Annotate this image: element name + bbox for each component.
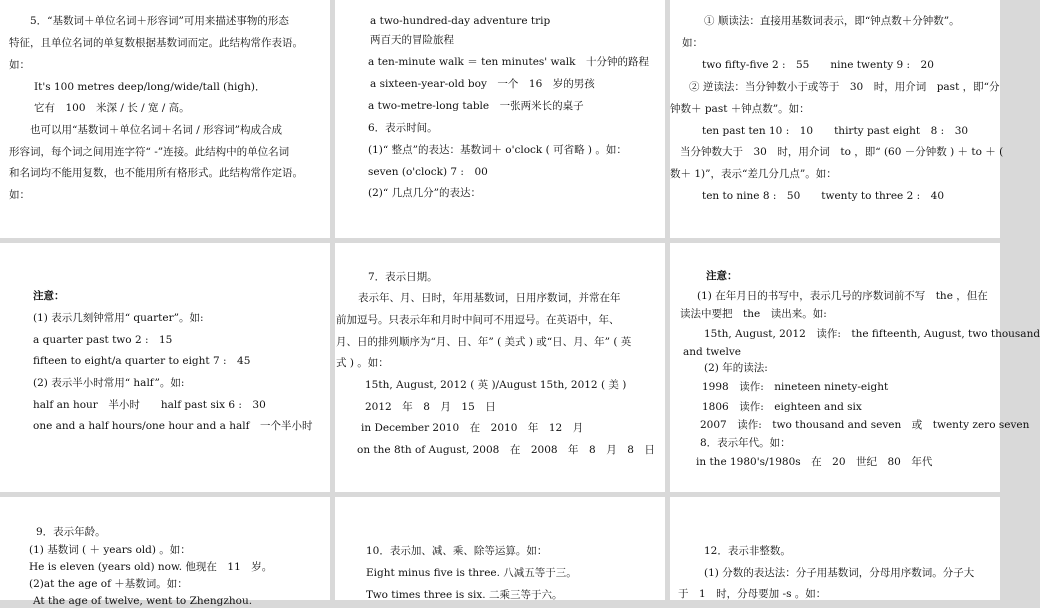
- text-line: 1806 读作: eighteen and six: [702, 401, 862, 413]
- text-line: (2) 表示半小时常用“ half”。如:: [33, 377, 185, 389]
- text-line: 2007 读作: two thousand and seven 或 twenty zero seven: [700, 419, 1030, 431]
- text-line: 6．表示时间。: [368, 122, 438, 134]
- text-line: and twelve: [683, 346, 742, 358]
- text-line: a two-hundred-day adventure trip: [370, 15, 551, 27]
- note-heading: 注意：: [706, 270, 738, 282]
- text-line: ① 顺读法：直接用基数词表示，即“钟点数＋分钟数”。: [704, 15, 960, 27]
- text-line: (2) 年的读法:: [704, 362, 768, 374]
- text-line: 式 ) 。如：: [336, 357, 389, 369]
- text-line: 12．表示非整数。: [704, 545, 791, 557]
- text-line: a ten-minute walk ＝ ten minutes' walk 十分钟的路程: [368, 56, 649, 68]
- text-line: At the age of twelve, went to Zhengzhou.: [33, 595, 253, 607]
- text-line: (2)at the age of ＋基数词。如：: [29, 578, 188, 590]
- text-line: 10．表示加、减、乘、除等运算。如：: [366, 545, 548, 557]
- text-line: 7．表示日期。: [368, 271, 438, 283]
- page-panel-2: [335, 0, 665, 238]
- text-line: 8．表示年代。如：: [700, 437, 791, 449]
- page-panel-4: [0, 243, 330, 492]
- text-line: 前加逗号。只表示年和月时中间可不用逗号。在英语中，年、: [336, 314, 620, 326]
- text-line: 2012 年 8 月 15 日: [365, 401, 496, 413]
- text-line: 也可以用“基数词＋单位名词＋名词 / 形容词”构成合成: [30, 124, 282, 136]
- text-line: 15th, August, 2012 ( 英 )/August 15th, 2012 ( 美 ): [365, 379, 627, 391]
- text-line: 15th, August, 2012 读作: the fifteenth, August, two thousand: [704, 328, 1040, 340]
- text-line: 钟数＋ past ＋钟点数”。如：: [670, 103, 810, 115]
- text-line: 形容词，每个词之间用连字符“ -”连接。此结构中的单位名词: [9, 146, 290, 158]
- text-line: (1) 在年月日的书写中，表示几号的序数词前不写 the ，但在: [697, 290, 988, 302]
- page-panel-5: [335, 243, 665, 492]
- text-line: (1) 分数的表达法：分子用基数词，分母用序数词。分子大: [704, 567, 975, 579]
- text-line: 它有 100 米深 / 长 / 宽 / 高。: [34, 102, 190, 114]
- text-line: seven (o'clock) 7 : 00: [368, 166, 488, 178]
- text-line: 9．表示年龄。: [36, 526, 106, 538]
- text-line: 和名词均不能用复数，也不能用所有格形式。此结构常作定语。: [9, 167, 303, 179]
- text-line: ten to nine 8 : 50 twenty to three 2 : 40: [702, 190, 944, 202]
- text-line: fifteen to eight/a quarter to eight 7 : 45: [33, 355, 251, 367]
- text-line: half an hour 半小时 half past six 6 : 30: [33, 399, 266, 411]
- page-panel-8: [335, 497, 665, 600]
- text-line: Eight minus five is three. 八减五等于三。: [366, 567, 577, 579]
- text-line: 月、日的排列顺序为“月、日、年” ( 美式 ) 或“日、月、年” ( 英: [336, 336, 632, 348]
- page-panel-9: [670, 497, 1000, 600]
- text-line: Two times three is six. 二乘三等于六。: [366, 589, 563, 601]
- text-line: 5．“基数词＋单位名词＋形容词”可用来描述事物的形态: [30, 15, 289, 27]
- text-line: 当分钟数大于 30 时，用介词 to ，即“ (60 －分钟数 ) ＋ to ＋ (: [680, 146, 1004, 158]
- text-line: on the 8th of August, 2008 在 2008 年 8 月 8 日: [357, 444, 655, 456]
- text-line: ② 逆读法：当分钟数小于或等于 30 时，用介词 past ，即“分: [689, 81, 1000, 93]
- text-line: 特征，且单位名词的单复数根据基数词而定。此结构常作表语。: [9, 37, 303, 49]
- text-line: 数＋ 1)”，表示“差几分几点”。如：: [670, 168, 837, 180]
- text-line: 如：: [682, 37, 703, 49]
- text-line: 1998 读作: nineteen ninety-eight: [702, 381, 889, 393]
- text-line: 于 1 时，分母要加 -s 。如：: [678, 588, 827, 600]
- text-line: 如：: [9, 59, 30, 71]
- text-line: ten past ten 10 : 10 thirty past eight 8 : 30: [702, 125, 969, 137]
- text-line: a two-metre-long table 一张两米长的桌子: [368, 100, 584, 112]
- text-line: (1) 基数词 ( ＋ years old) 。如：: [29, 544, 191, 556]
- text-line: It's 100 metres deep/long/wide/tall (high)．: [34, 81, 266, 93]
- text-line: (1)“ 整点”的表达：基数词＋ o'clock ( 可省略 ) 。如：: [368, 144, 627, 156]
- text-line: a sixteen-year-old boy 一个 16 岁的男孩: [370, 78, 595, 90]
- text-line: in the 1980's/1980s 在 20 世纪 80 年代: [696, 456, 933, 468]
- page-panel-6: [670, 243, 1040, 492]
- text-line: two fifty-five 2 : 55 nine twenty 9 : 20: [702, 59, 934, 71]
- text-line: (2)“ 几点几分”的表达：: [368, 187, 481, 199]
- note-heading: 注意：: [33, 290, 65, 302]
- text-line: 如：: [9, 189, 30, 201]
- text-line: in December 2010 在 2010 年 12 月: [361, 422, 584, 434]
- text-line: one and a half hours/one hour and a half 一个半小时: [33, 420, 313, 432]
- page-panel-3: [670, 0, 1004, 238]
- text-line: 读法中要把 the 读出来。如:: [680, 308, 827, 320]
- text-line: 表示年、月、日时，年用基数词，日用序数词，并常在年: [358, 292, 621, 304]
- text-line: (1) 表示几刻钟常用“ quarter”。如:: [33, 312, 204, 324]
- text-line: 两百天的冒险旅程: [370, 34, 454, 46]
- text-line: a quarter past two 2 : 15: [33, 334, 173, 346]
- text-line: He is eleven (years old) now. 他现在 11 岁。: [29, 561, 273, 573]
- page-panel-1: [0, 0, 330, 238]
- page-panel-7: [0, 497, 330, 607]
